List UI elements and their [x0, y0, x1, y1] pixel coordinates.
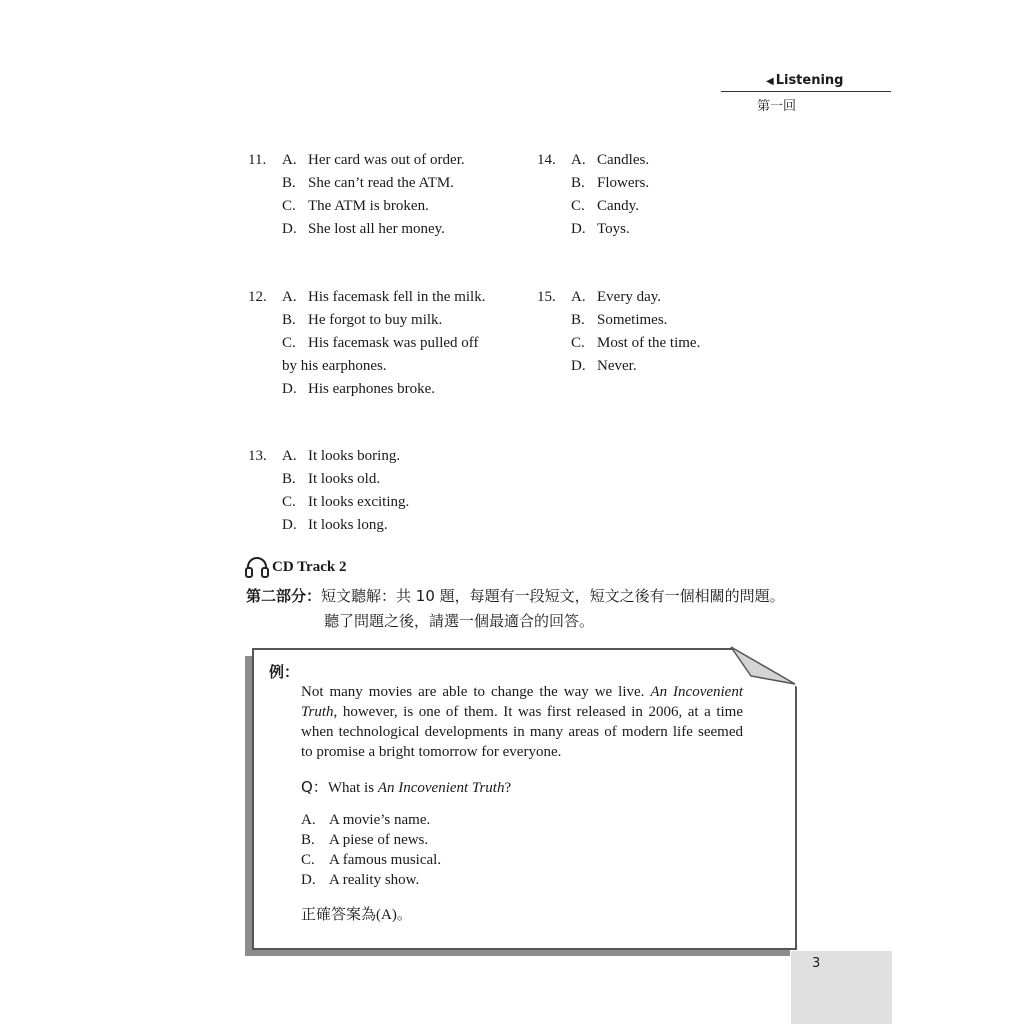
part-heading: 第二部分：: [246, 587, 322, 605]
example-option-c: C. A famous musical.: [301, 852, 442, 868]
option-c: C. His facemask was pulled off: [282, 335, 479, 351]
round-label: 第一回: [757, 99, 797, 114]
option-d: D. Never.: [571, 358, 637, 374]
example-option-d: D. A reality show.: [301, 872, 420, 888]
option-c: C. Most of the time.: [571, 335, 701, 351]
example-answer: 正確答案為(A)。: [301, 905, 412, 923]
option-b: B. It looks old.: [282, 471, 381, 487]
question-number: 13.: [248, 448, 267, 464]
option-b: B. He forgot to buy milk.: [282, 312, 443, 328]
option-a: A. Every day.: [571, 289, 661, 305]
page-number: 3: [812, 956, 821, 971]
option-d: D. It looks long.: [282, 517, 388, 533]
question-number: 14.: [537, 152, 556, 168]
option-c-continued: by his earphones.: [282, 358, 387, 374]
header-divider: [721, 91, 891, 92]
option-c: C. Candy.: [571, 198, 639, 214]
example-question: Q：What is An Incovenient Truth?: [301, 778, 512, 796]
example-passage: Not many movies are able to change the way we live. An Incovenient Truth, however, is one of them. It was first released in 2006, at a time when technological developments in many areas of modern life seemed to promise a bright tomorrow for everyone.: [301, 684, 744, 760]
question-number: 12.: [248, 289, 267, 305]
example-options: [301, 810, 441, 890]
triangle-left-icon: ◀: [766, 76, 774, 87]
option-b: B. Sometimes.: [571, 312, 668, 328]
option-a: A. Her card was out of order.: [282, 152, 465, 168]
option-a: A. It looks boring.: [282, 448, 401, 464]
option-c: C. The ATM is broken.: [282, 198, 429, 214]
option-a: A. His facemask fell in the milk.: [282, 289, 486, 305]
example-option-a: A. A movie’s name.: [301, 812, 431, 828]
option-c: C. It looks exciting.: [282, 494, 410, 510]
option-d: D. She lost all her money.: [282, 221, 445, 237]
option-b: B. Flowers.: [571, 175, 650, 191]
track-text: CD Track 2: [272, 558, 347, 575]
movie-title: An Incovenient Truth: [301, 684, 744, 720]
question-number: 11.: [248, 152, 267, 168]
instruction-line-1: 短文聽解：共 10 題，每題有一段短文，短文之後有一個相關的問題。: [321, 587, 785, 605]
example-label: 例：: [269, 663, 300, 681]
cd-track-label: [245, 556, 346, 578]
option-a: A. Candles.: [571, 152, 650, 168]
part-2-instructions: [246, 584, 785, 634]
option-d: D. His earphones broke.: [282, 381, 436, 397]
page-number-tab: [791, 951, 892, 1024]
section-label: Listening: [775, 73, 844, 88]
question-number: 15.: [537, 289, 556, 305]
option-b: B. She can’t read the ATM.: [282, 175, 454, 191]
instruction-line-2: 聽了問題之後，請選一個最適合的回答。: [324, 612, 595, 630]
option-d: D. Toys.: [571, 221, 630, 237]
example-option-b: B. A piese of news.: [301, 832, 429, 848]
section-header: [766, 73, 843, 88]
headphones-icon: [245, 556, 269, 578]
